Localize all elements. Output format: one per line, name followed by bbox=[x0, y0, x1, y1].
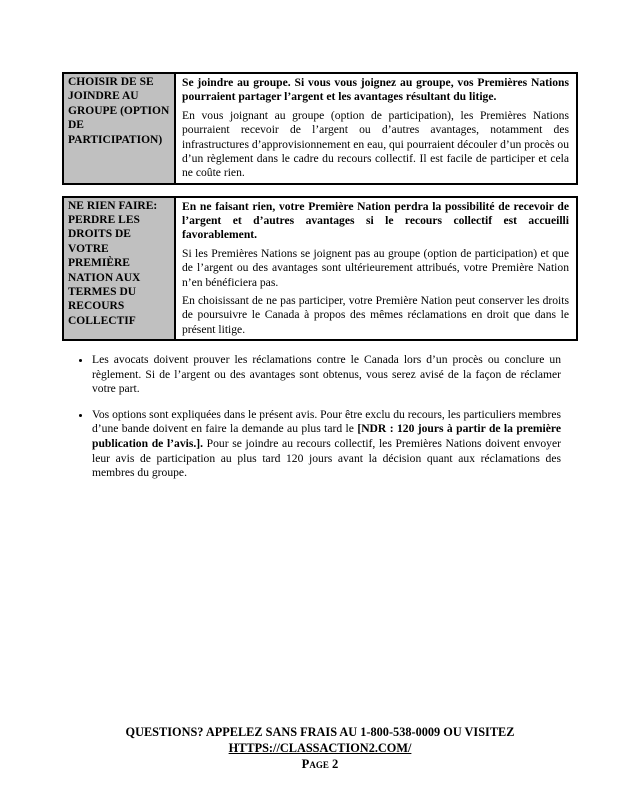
do-nothing-bold-lead: En ne faisant rien, votre Première Nation perdra la possibilité de recevoir de l’argent et d’autres avantages si le recours collectif est accueilli favorablement. bbox=[182, 199, 569, 242]
do-nothing-paragraph-1: Si les Premières Nations se joignent pas au groupe (option de participation) et que de l’argent ou des avantages sont ultérieurement attribués, votre Première Nation n’en bénéficiera pas. bbox=[182, 246, 569, 289]
row-header-do-nothing: NE RIEN FAIRE: PERDRE LES DROITS DE VOTRE PREMIÈRE NATION AUX TERMES DU RECOURS COLLECTIF bbox=[64, 198, 176, 339]
page-footer bbox=[62, 724, 578, 772]
do-nothing-paragraph-2: En choisissant de ne pas participer, votre Première Nation peut conserver les droits de poursuivre le Canada à propos des mêmes réclamations en droit que dans le présent litige. bbox=[182, 293, 569, 336]
document-body bbox=[62, 72, 578, 492]
option-table-row-do-nothing bbox=[62, 196, 578, 341]
bullet-list bbox=[62, 353, 578, 481]
bullet-item-lawyers bbox=[92, 353, 561, 397]
row-body-do-nothing bbox=[176, 198, 576, 339]
footer-url-link[interactable]: HTTPS://CLASSACTION2.COM/ bbox=[228, 741, 412, 755]
row-header-join-group: CHOISIR DE SE JOINDRE AU GROUPE (OPTION DE PARTICIPATION) bbox=[64, 74, 176, 183]
footer-questions-line: QUESTIONS? APPELEZ SANS FRAIS AU 1-800-538-0009 OU VISITEZ bbox=[125, 725, 515, 739]
option-table-row-join bbox=[62, 72, 578, 185]
bullet-options-deadline-bold: [NDR : 120 jours à partir de la première publication de l’avis.]. bbox=[92, 422, 561, 450]
join-group-paragraph: En vous joignant au groupe (option de participation), les Premières Nations pourraient recevoir de l’argent ou d’autres avantages, notamment des infrastructures d’approvisionnement en eau, qui pourraient découler d’un procès ou d’un règlement dans le cadre du recours collectif. Il est facile de participer et cela ne coûte rien. bbox=[182, 108, 569, 180]
bullet-lawyers-text: Les avocats doivent prouver les réclamations contre le Canada lors d’un procès ou conclure un règlement. Si de l’argent ou des avantages sont obtenus, vous serez avisé de la façon de réclamer votre part. bbox=[92, 353, 561, 396]
bullet-options-post: Pour se joindre au recours collectif, les Premières Nations doivent envoyer leur avis de participation au plus tard 120 jours avant la décision quant aux réclamations des membres du groupe. bbox=[92, 436, 561, 480]
page-number: Page 2 bbox=[301, 757, 339, 771]
join-group-bold-lead: Se joindre au groupe. Si vous vous joignez au groupe, vos Premières Nations pourraient partager l’argent et les avantages résultant du litige. bbox=[182, 76, 569, 104]
bullet-item-options bbox=[92, 408, 561, 481]
bullet-options-pre: Vos options sont expliquées dans le présent avis. Pour être exclu du recours, les particuliers membres d’une bande doivent en faire la demande au plus tard le bbox=[92, 407, 561, 436]
row-body-join-group bbox=[176, 74, 576, 183]
